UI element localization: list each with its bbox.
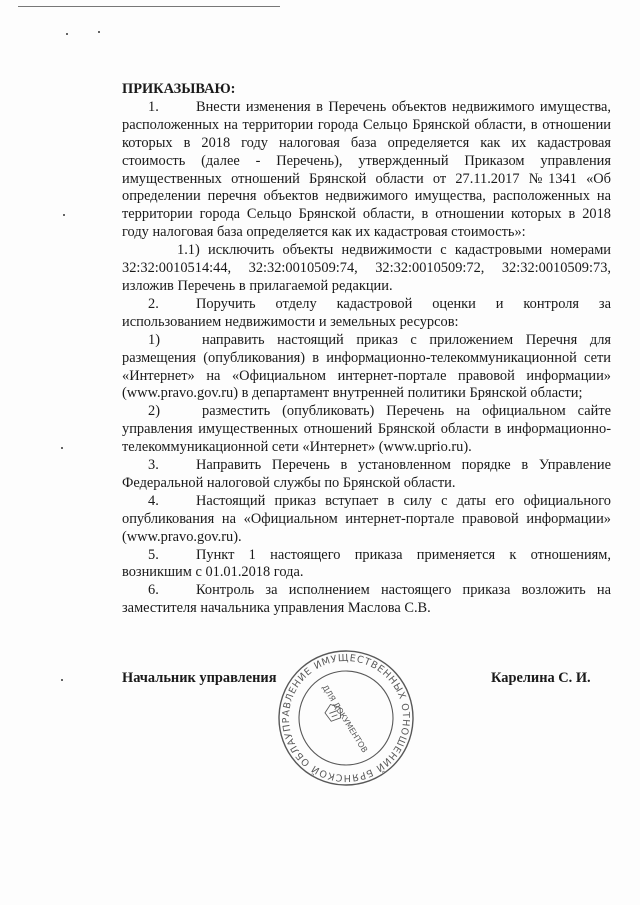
- paragraph-text: 1.1) исключить объекты недвижимости с кадастровыми номерами 32:32:0010514:44, 32:32:0010509:74, 32:32:0010509:72, 32:32:0010509:73, изложив Перечень в прилагаемой редакции.: [122, 242, 611, 294]
- scan-speck: [63, 214, 65, 216]
- paragraph-4: [122, 493, 611, 547]
- paragraph-text: разместить (опубликовать) Перечень на официальном сайте управления имущественных отношений Брянской области в информационно-телекоммуникационной сети «Интернет» (www.uprio.ru).: [122, 403, 611, 456]
- signatory-position: Начальник управления: [122, 670, 277, 686]
- scan-speck: [61, 679, 63, 681]
- paragraph-number: 4.: [148, 492, 159, 509]
- paragraph-1-1: [122, 242, 611, 296]
- stamp-outer-text: УПРАВЛЕНИЕ ИМУЩЕСТВЕННЫХ ОТНОШЕНИЙ БРЯНСКОЙ ОБЛАСТИ: [280, 652, 412, 784]
- paragraph-number: 3.: [148, 457, 159, 474]
- order-heading: ПРИКАЗЫВАЮ:: [122, 81, 236, 97]
- scan-speck: [66, 33, 68, 35]
- document-body: [122, 81, 611, 618]
- paragraph-3: [122, 457, 611, 493]
- scan-speck: [98, 31, 100, 33]
- paragraph-2-1: [122, 332, 611, 404]
- stamp-inner-text: ДЛЯ ДОКУМЕНТОВ: [320, 683, 370, 755]
- paragraph-text: направить настоящий приказ с приложением Перечня для размещения (опубликования) в информационно-телекоммуникационной сети «Интернет» на «Официальном интернет-портале правовой информации» (www.pravo.gov.ru) в департамент внутренней политики Брянской области;: [122, 331, 611, 402]
- top-rule: [18, 6, 280, 7]
- paragraph-2-2: [122, 403, 611, 457]
- paragraph-text: Внести изменения в Перечень объектов недвижимого имущества, расположенных на территории города Сельцо Брянской области, в отношении которых в 2018 году налоговая база определяется как их кадастровая стоимость (далее - Перечень), утвержденный Приказом управления имущественных отношений Брянской области от 27.11.2017 №1341 «Об определении перечня объектов недвижимого имущества, расположенных на территории города Сельцо Брянской области, в отношении которых в 2018 году налоговая база определяется как их кадастровая стоимость»:: [122, 98, 611, 241]
- paragraph-2: [122, 296, 611, 332]
- paragraph-number: 2.: [148, 295, 159, 312]
- paragraph-text: Контроль за исполнением настоящего приказа возложить на заместителя начальника управления Маслова С.В.: [122, 582, 611, 617]
- signatory-name: Карелина С. И.: [491, 670, 591, 686]
- official-stamp: [276, 648, 416, 788]
- paragraph-6: [122, 582, 611, 618]
- paragraph-1: [122, 99, 611, 242]
- paragraph-number: 5.: [148, 546, 159, 563]
- paragraph-text: Пункт 1 настоящего приказа применяется к отношениям, возникшим с 01.01.2018 года.: [122, 546, 611, 581]
- paragraph-number: 1.: [148, 98, 159, 115]
- paragraph-number: 6.: [148, 582, 159, 599]
- paragraph-text: Поручить отделу кадастровой оценки и контроля за использованием недвижимости и земельных ресурсов:: [122, 295, 611, 330]
- paragraph-number: 2): [148, 403, 160, 420]
- paragraph-5: [122, 547, 611, 583]
- paragraph-text: Настоящий приказ вступает в силу с даты его официального опубликования на «Официальном интернет-портале правовой информации» (www.pravo.gov.ru).: [122, 492, 611, 545]
- paragraph-text: Направить Перечень в установленном порядке в Управление Федеральной налоговой службы по Брянской области.: [122, 457, 611, 491]
- paragraph-number: 1): [148, 331, 160, 348]
- scan-speck: [61, 447, 63, 449]
